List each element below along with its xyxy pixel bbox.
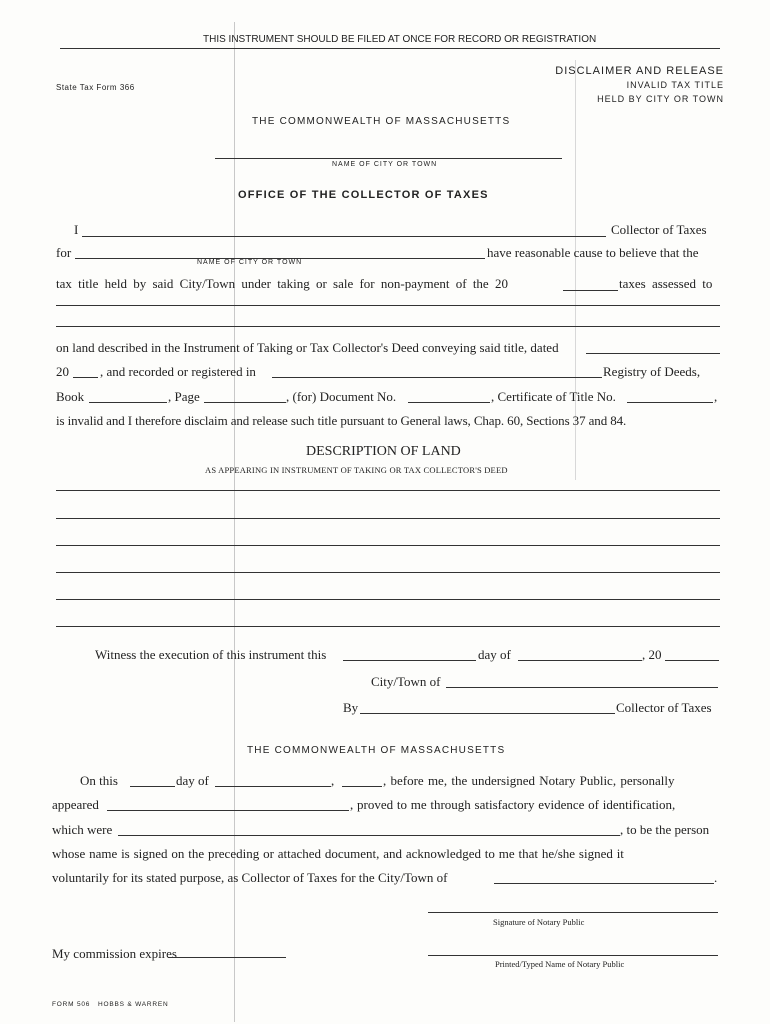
recorded-text: , and recorded or registered in <box>100 364 256 379</box>
commission-expires-line[interactable] <box>168 957 286 958</box>
appeared-label: appeared <box>52 797 99 812</box>
tax-title-text: tax title held by said City/Town under taking or sale for non-payment of the 20 <box>56 276 508 291</box>
city-town-of-label: City/Town of <box>371 674 441 689</box>
on-this-label: On this <box>80 773 118 788</box>
notary-period: . <box>714 870 718 885</box>
description-line-3[interactable] <box>56 545 720 546</box>
year-20-label: 20 <box>56 364 69 379</box>
deed-date-line[interactable] <box>586 353 720 354</box>
for-label: for <box>56 245 72 260</box>
collector-of-taxes-label: Collector of Taxes <box>611 222 707 237</box>
description-line-5[interactable] <box>56 599 720 600</box>
description-subtitle: AS APPEARING IN INSTRUMENT OF TAKING OR TAX COLLECTOR'S DEED <box>205 465 508 475</box>
registry-line[interactable] <box>272 377 602 378</box>
certificate-comma: , <box>714 389 718 404</box>
notary-printed-name-line[interactable] <box>428 955 718 956</box>
for-city-label: NAME OF CITY OR TOWN <box>197 259 303 266</box>
description-line-2[interactable] <box>56 518 720 519</box>
description-line-1[interactable] <box>56 490 720 491</box>
book-line[interactable] <box>89 402 167 403</box>
notary-city-line[interactable] <box>494 883 714 884</box>
commission-expires-label: My commission expires <box>52 946 177 961</box>
document-no-line[interactable] <box>408 402 490 403</box>
certificate-line[interactable] <box>627 402 713 403</box>
witness-day-of: day of <box>478 647 511 662</box>
city-name-line[interactable] <box>215 158 562 159</box>
assessed-to-line-2[interactable] <box>56 326 720 327</box>
form-id: State Tax Form 366 <box>56 83 135 92</box>
notary-signature-label: Signature of Notary Public <box>493 917 585 927</box>
collector-name-line[interactable] <box>82 236 606 237</box>
assessed-to-line-1[interactable] <box>56 305 720 306</box>
taxes-assessed-text: taxes assessed to <box>619 276 713 291</box>
description-title: DESCRIPTION OF LAND <box>306 444 461 459</box>
page-line[interactable] <box>204 402 286 403</box>
whose-name-text: whose name is signed on the preceding or attached document, and acknowledged to me that he/she signed it <box>52 846 624 861</box>
notary-signature-line[interactable] <box>428 912 718 913</box>
invalid-statement: is invalid and I therefore disclaim and release such title pursuant to General laws, Chap. 60, Sections 37 and 84. <box>56 413 627 428</box>
description-line-4[interactable] <box>56 572 720 573</box>
to-be-person-text: , to be the person <box>620 822 710 837</box>
which-were-label: which were <box>52 822 113 837</box>
proved-text: , proved to me through satisfactory evidence of identification, <box>350 797 676 812</box>
witness-year-label: , 20 <box>642 647 662 662</box>
certificate-label: , Certificate of Title No. <box>491 389 616 404</box>
notary-day-line[interactable] <box>130 786 175 787</box>
voluntarily-text: voluntarily for its stated purpose, as Collector of Taxes for the City/Town of <box>52 870 448 885</box>
notary-month-comma: , <box>331 773 335 788</box>
doc-title-line1: DISCLAIMER AND RELEASE <box>555 65 724 77</box>
book-label: Book <box>56 389 85 404</box>
filing-notice: THIS INSTRUMENT SHOULD BE FILED AT ONCE FOR RECORD OR REGISTRATION <box>203 34 597 45</box>
header-rule <box>60 48 720 49</box>
doc-title-line2: INVALID TAX TITLE <box>626 80 724 90</box>
by-signature-line[interactable] <box>360 713 615 714</box>
i-label: I <box>74 222 79 237</box>
city-name-label: NAME OF CITY OR TOWN <box>332 161 438 168</box>
registry-of-deeds-text: Registry of Deeds, <box>603 364 701 379</box>
appeared-line[interactable] <box>107 810 349 811</box>
office-title: OFFICE OF THE COLLECTOR OF TAXES <box>238 189 489 201</box>
by-collector-label: Collector of Taxes <box>616 700 712 715</box>
notary-year-line[interactable] <box>342 786 382 787</box>
witness-text: Witness the execution of this instrument this <box>95 647 327 662</box>
description-line-6[interactable] <box>56 626 720 627</box>
by-label: By <box>343 700 359 715</box>
notary-day-of: day of <box>176 773 209 788</box>
tax-year-line[interactable] <box>563 290 618 291</box>
on-land-text: on land described in the Instrument of Taking or Tax Collector's Deed conveying said title, dated <box>56 340 559 355</box>
deed-year-line[interactable] <box>73 377 98 378</box>
commonwealth-heading: THE COMMONWEALTH OF MASSACHUSETTS <box>252 116 511 127</box>
before-me-text: , before me, the undersigned Notary Public, personally <box>383 773 675 788</box>
doc-title-line3: HELD BY CITY OR TOWN <box>597 94 724 104</box>
witness-year-line[interactable] <box>665 660 719 661</box>
notary-commonwealth-heading: THE COMMONWEALTH OF MASSACHUSETTS <box>247 745 506 756</box>
reasonable-cause-text: have reasonable cause to believe that the <box>487 245 699 260</box>
document-no-label: , (for) Document No. <box>286 389 397 404</box>
page-label: , Page <box>168 389 200 404</box>
identification-line[interactable] <box>118 835 620 836</box>
form-footer: FORM 506 HOBBS & WARREN <box>52 1001 169 1008</box>
witness-month-line[interactable] <box>518 660 642 661</box>
witness-day-line[interactable] <box>343 660 476 661</box>
notary-month-line[interactable] <box>215 786 331 787</box>
notary-printed-name-label: Printed/Typed Name of Notary Public <box>495 959 625 969</box>
city-town-of-line[interactable] <box>446 687 718 688</box>
